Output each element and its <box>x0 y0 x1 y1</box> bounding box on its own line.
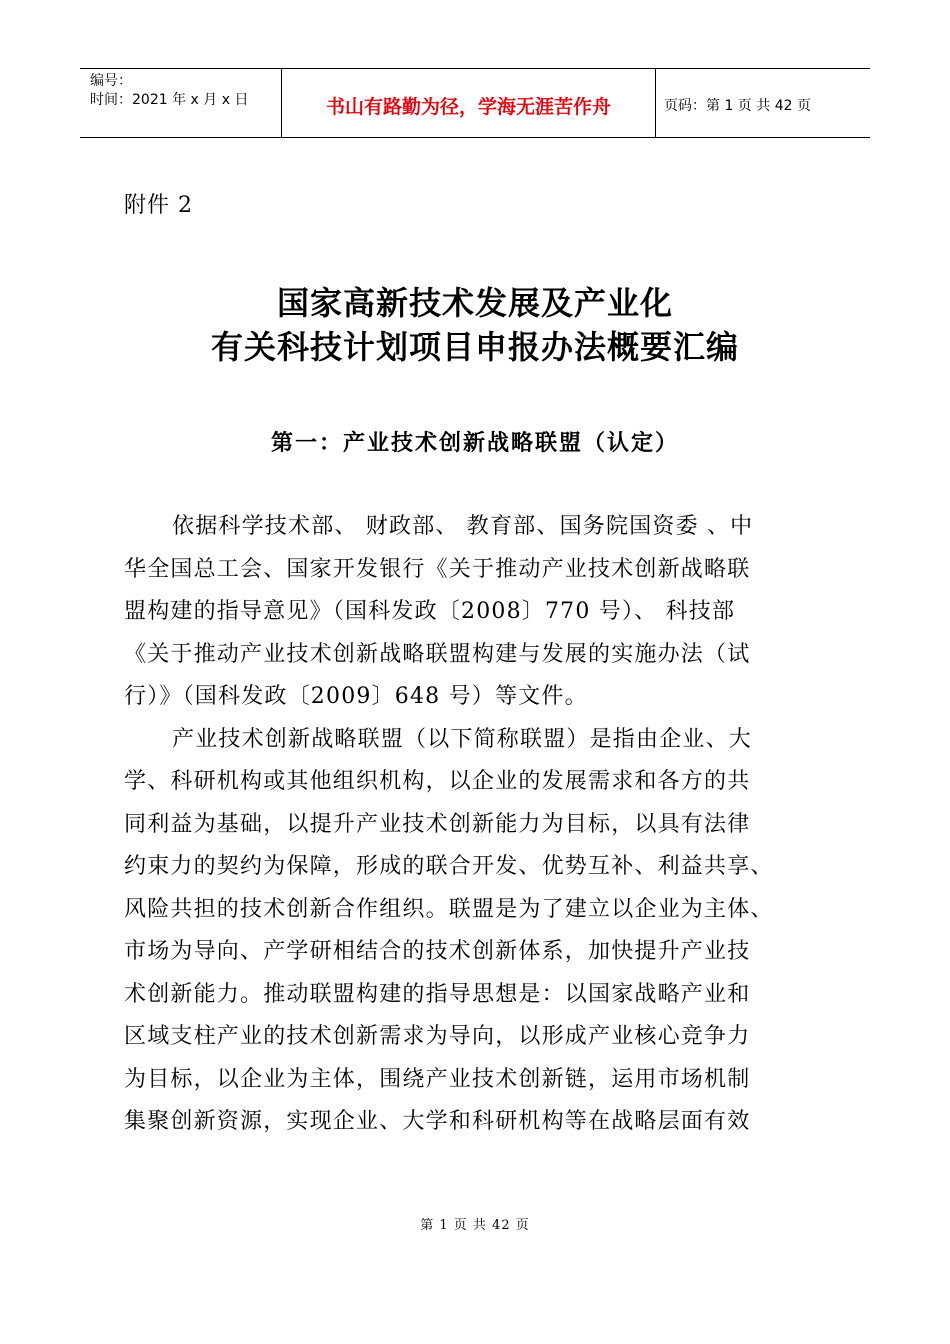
body-line: 风险共担的技术创新合作组织。联盟是为了建立以企业为主体、 <box>124 896 774 922</box>
header-motto: 书山有路勤为径，学海无涯苦作舟 <box>325 95 611 118</box>
body-line: 为目标，以企业为主体，围绕产业技术创新链，运用市场机制 <box>124 1066 751 1092</box>
body-line: 学、科研机构或其他组织机构，以企业的发展需求和各方的共 <box>124 769 751 794</box>
body-line: 华全国总工会、国家开发银行《关于推动产业技术创新战略联 <box>124 556 751 582</box>
header-motto-cell <box>282 69 656 137</box>
document-title-line-2: 有关科技计划项目申报办法概要汇编 <box>210 328 739 366</box>
header-meta <box>80 69 282 137</box>
body-line: 依据科学技术部、 财政部、 教育部、国务院国资委 、中 <box>172 514 754 539</box>
body-text <box>124 506 824 1144</box>
section-title: 第一：产业技术创新战略联盟（认定） <box>270 430 679 456</box>
body-line: 术创新能力。推动联盟构建的指导思想是：以国家战略产业和 <box>124 981 751 1007</box>
body-line: 产业技术创新战略联盟（以下简称联盟）是指由企业、大 <box>172 726 753 752</box>
body-line: 同利益为基础，以提升产业技术创新能力为目标，以具有法律 <box>124 811 751 837</box>
header-page-info: 页码：第 1 页 共 42 页 <box>664 98 811 114</box>
header-page-info-cell <box>656 69 870 137</box>
document-title-line-1: 国家高新技术发展及产业化 <box>276 284 673 322</box>
body-line: 约束力的契约为保障，形成的联合开发、优势互补、利益共享、 <box>124 854 774 879</box>
body-line: 区域支柱产业的技术创新需求为导向，以形成产业核心竞争力 <box>124 1024 751 1049</box>
document-number-label: 编号： <box>90 73 132 89</box>
page-header <box>80 68 870 138</box>
body-line: 行）》（国科发政〔2009〕648 号）等文件。 <box>124 684 588 709</box>
page-footer: 第 1 页 共 42 页 <box>420 1218 530 1233</box>
body-line: 盟构建的指导意见》（国科发政〔2008〕770 号）、 科技部 <box>124 599 736 624</box>
body-line: 《关于推动产业技术创新战略联盟构建与发展的实施办法（试 <box>124 641 751 667</box>
body-line: 集聚创新资源，实现企业、大学和科研机构等在战略层面有效 <box>124 1109 751 1134</box>
document-date-label: 时间：2021 年 x 月 x 日 <box>90 92 249 108</box>
attachment-label: 附件 2 <box>124 193 193 218</box>
body-line: 市场为导向、产学研相结合的技术创新体系，加快提升产业技 <box>124 939 751 964</box>
